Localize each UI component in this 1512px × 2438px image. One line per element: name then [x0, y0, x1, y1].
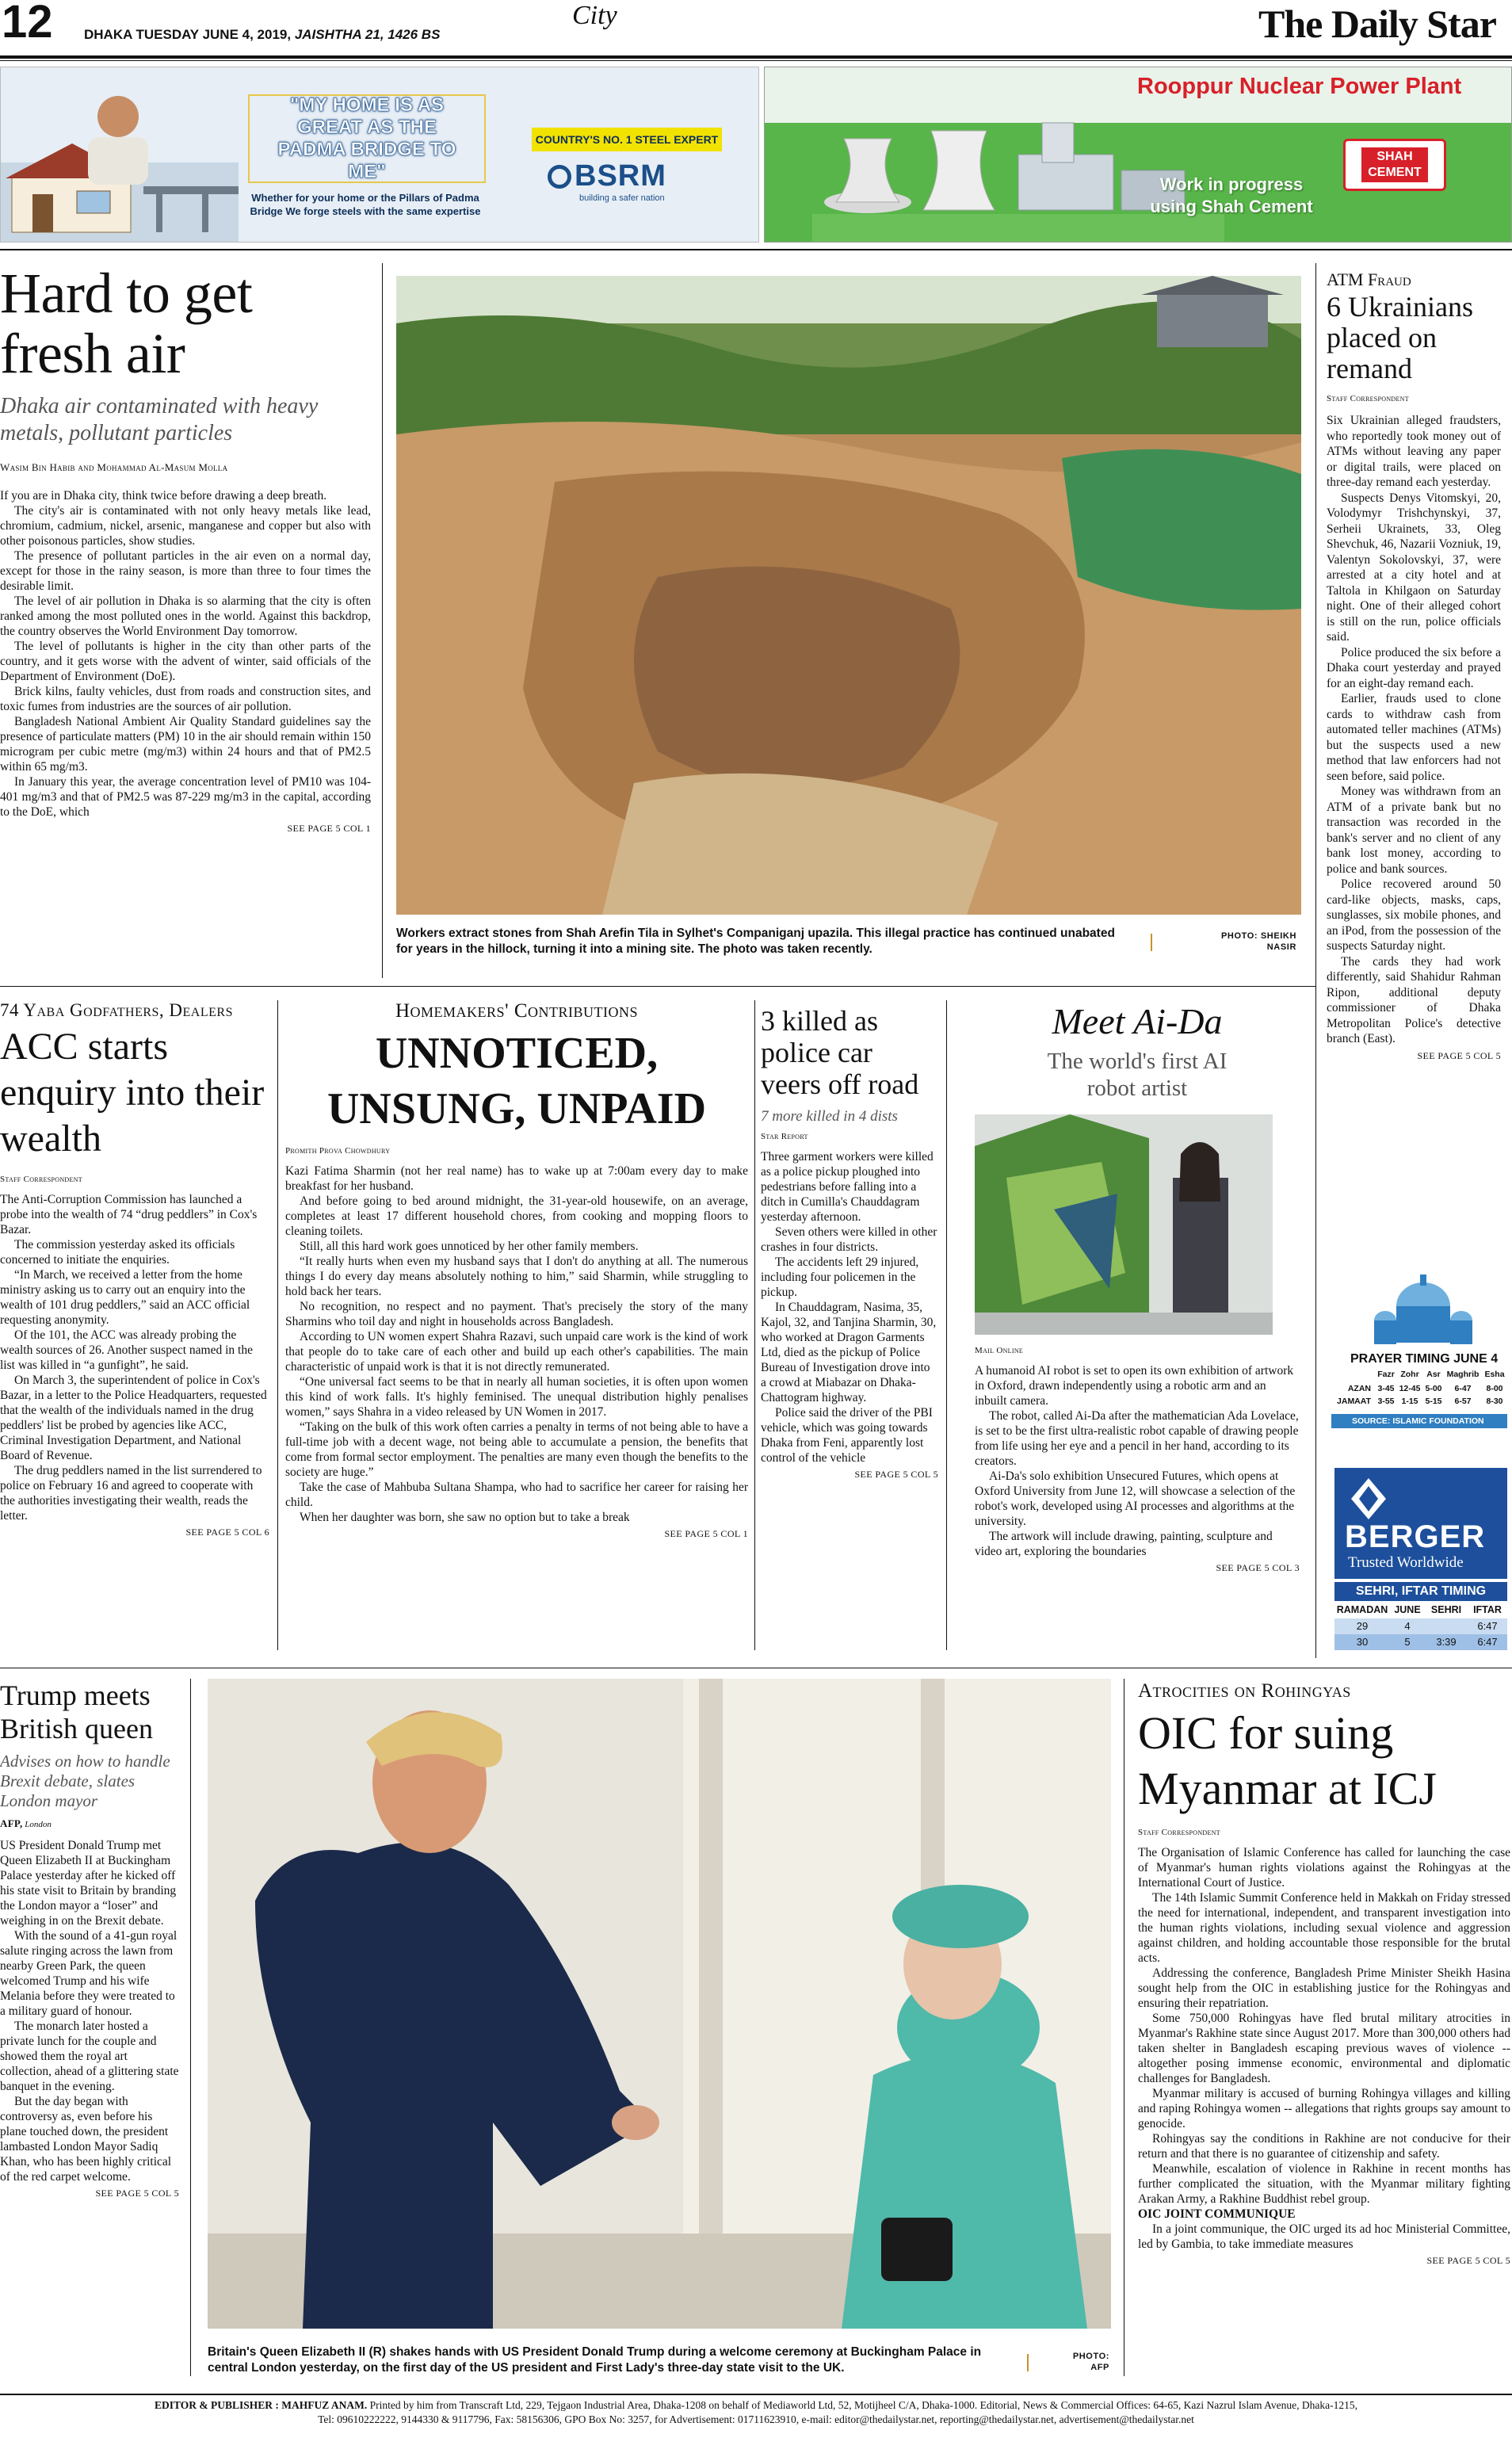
bsrm-swirl-icon	[548, 165, 571, 189]
bsrm-logo: BSRM building a safer nation	[548, 159, 714, 203]
power-plant-illustration	[812, 83, 1224, 242]
sehri-row-29: 29 4 6:47	[1334, 1618, 1507, 1634]
ad-illustration	[1, 67, 239, 243]
sehri-row-30: 30 5 3:39 6:47	[1334, 1634, 1507, 1650]
quarry-image	[396, 276, 1301, 915]
atm-body: Six Ukrainian alleged fraudsters, who reportedly took money out of ATMs without leaving any paper or digital trails, were placed on three-day remand each yesterday. Suspects Denys Vitomskyi, 20, Volodymyr Trishchynskyi, 37, Serheii Ukrainets, 33, Oleg Shevchuk, 46, Nazarii Vozniuk, 19, Valentyn Sokolovskyi, 37, were arrested at a city hotel and at Taltola in Khilgaon on Saturday night. One of their alleged cohort is still on the run, police officials said. Police produced the six before a Dhaka court yesterday and prayed for an eight-day remand each. Earlier, frauds used to clone cards to withdraw cash from automated teller machines (ATMs) but the suspects used a new method that law enforcers had not seen before, said police. Money was withdrawn from an ATM of a private bank but no transaction was recorded in the bank's server and no client of any bank lost money, according to police and bank sources. Police recovered around 50 card-like objects, masks, caps, sunglasses, six mobile phones, and an iPod, from the possession of the suspects Saturday night. The cards they had work differently, said Shahidur Rahman Ripon, additional deputy commissioner of Dhaka Metropolitan Police's detective branch (East).	[1327, 414, 1501, 1045]
sehri-header-row: RAMADAN JUNE SEHRI IFTAR	[1336, 1604, 1502, 1615]
oic-kicker: Atrocities on Rohingyas	[1138, 1680, 1351, 1702]
accident-story	[761, 1005, 938, 1481]
oic-body: The Organisation of Islamic Conference has called for launching the case of Myanmar's human rights violations against the Rohingyas at the International Court of Justice. The 14th Islamic Summit Conference held in Makkah on Friday stressed the need for international, independent, and transparent investigation into the human rights violations, including sexual violence and aggression against children, and holding accountable those responsible for the brutal acts. Addressing the conference, Bangladesh Prime Minister Sheikh Hasina sought help from the OIC in establishing justice for the Rohingyas and ensuring their repatriation. Some 750,000 Rohingyas have fled brutal military atrocities in Myanmar's Rakhine state since August 2017. More than 300,000 others had taken shelter in Bangladesh escaping previous waves of violence -- altogether posing immense economic, environmental and diplomatic challenges for Bangladesh. Myanmar military is accused of burning Rohingya villages and killing and raping Rohingya women -- allegations that rights groups say amount to genocide. Rohingyas say the conditions in Rakhine are not conducive for their return and that there is no guarantee of citizenship and safety. Meanwhile, escalation of violence in Rakhine in recent months has further complicated the situation, with the Myanmar military fighting Arakan Army, a Rakhine Buddhist rebel group. OIC JOINT COMMUNIQUE In a joint communique, the OIC urged its ad hoc Ministerial Committee, led by Gambia, to take immediate measures	[1138, 1846, 1510, 2251]
atm-byline: Staff Correspondent	[1327, 394, 1409, 403]
aida-byline: Mail Online	[975, 1346, 1024, 1355]
ad-slogan-box	[248, 94, 486, 183]
see-page-link[interactable]: SEE PAGE 5 COL 5	[854, 1469, 938, 1480]
prayer-source: SOURCE: ISLAMIC FOUNDATION	[1331, 1414, 1507, 1428]
accident-body: Three garment workers were killed as a police pickup ploughed into pedestrians before falling into a ditch in Cumilla's Chauddagram yesterday afternoon. Seven others were killed in other crashes in four districts. The accidents left 29 injured, including four policemen in the pickup. In Chauddagram, Nasima, 35, Kajol, 32, and Tanjina Sharmin, 30, who worked at Dragon Garments Ltd, died as the pickup of Police Bureau of Investigation drove into a crowd at Miabazar on Dhaka-Chattogram highway. Police said the driver of the PBI vehicle, which was going towards Dhaka from Feni, apparently lost control of the vehicle	[761, 1150, 937, 1465]
aida-photo	[975, 1114, 1273, 1335]
aida-headline[interactable]: Meet Ai-Da	[1052, 1001, 1223, 1041]
imprint-footer: EDITOR & PUBLISHER : MAHFUZ ANAM. Printed by him from Transcraft Ltd, 229, Tejgaon Industrial Area, Dhaka-1208 on behalf of Mediaworld Ltd, 52, Motijheel C/A, Dhaka-1000. Editorial, News & Commercial Offices: 64-65, Kazi Nazrul Islam Avenue, Dhaka-1215, Tel: 09610222222, 9144330 & 9117796, Fax: 58156306, GPO Box No: 3257, for Advertisement: 01711623910, e-mail: editor@thedailystar.net, reporting@thedailystar.net, advertisement@thedailystar.net	[154, 2399, 1358, 2425]
prayer-header-row: Fazr Zohr Asr Maghrib Esha	[1377, 1370, 1505, 1379]
acc-story	[0, 1000, 269, 1538]
see-page-link[interactable]: SEE PAGE 5 COL 6	[185, 1527, 269, 1538]
atm-kicker: ATM Fraud	[1327, 269, 1411, 289]
trump-body: US President Donald Trump met Queen Elizabeth II at Buckingham Palace yesterday after he kicked off his state visit to Britain by branding the London mayor a “loser” and weighing in on the Brexit debate. With the sound of a 41-gun royal salute ringing across the lawn from nearby Green Park, the queen welcomed Trump and his wife Melania before they were treated to a military guard of honour. The monarch later hosted a private lunch for the couple and showed them the royal art collection, ahead of a glittering state banquet in the evening. But the day began with controversy as, even before his plane touched down, the president lambasted London Mayor Sadiq Khan, who has been highly critical of the red carpet welcome.	[0, 1839, 179, 2184]
homemakers-byline: Promith Prova Chowdhury	[285, 1146, 391, 1156]
trump-photo-credit: PHOTO: AFP	[1072, 2352, 1109, 2372]
buckingham-palace-image	[208, 1679, 1111, 2329]
trump-story	[0, 1679, 179, 2199]
acc-body: The Anti-Corruption Commission has launched a probe into the wealth of 74 “drug peddlers” in Cox's Bazar. The commission yesterday asked its officials concerned to initiate the enquiries. “In March, we received a letter from the home ministry asking us to carry out an enquiry into the wealth of 101 drug peddlers,” said an ACC official requesting anonymity. Of the 101, the ACC was already probing the wealth sources of 26. Another suspect named in the list was killed in “a gunfight”, he said. On March 3, the superintendent of police in Cox's Bazar, in a letter to the Police Headquarters, requested that the wealth of the individuals named in the drug peddlers' list be probed by agencies like ACC, Criminal Investigation Department, and National Board of Revenue. The drug peddlers named in the list surrendered to police on February 16 and agreed to cooperate with the authorities investigating their wealth, reads the letter.	[0, 1193, 267, 1523]
see-page-link[interactable]: SEE PAGE 5 COL 5	[1417, 1049, 1501, 1061]
oic-byline: Staff Correspondent	[1138, 1828, 1220, 1837]
trump-headline[interactable]: Trump meets British queen	[0, 1679, 153, 1744]
atm-headline[interactable]: 6 Ukrainians placed on remand	[1327, 291, 1473, 384]
oic-headline[interactable]: OIC for suing Myanmar at ICJ	[1138, 1707, 1437, 1814]
dateline: DHAKA TUESDAY JUNE 4, 2019, JAISHTHA 21, 1426 BS	[84, 27, 441, 42]
shah-cement-logo: SHAH CEMENT	[1343, 139, 1446, 191]
aida-deck: The world's first AI robot artist	[1047, 1049, 1228, 1101]
main-photo-credit: PHOTO: SHEIKH NASIR	[1221, 931, 1296, 952]
trump-queen-photo	[208, 1679, 1111, 2329]
lead-deck: Dhaka air contaminated with heavy metals, pollutant particles	[0, 394, 319, 445]
prayer-title: PRAYER TIMING JUNE 4	[1350, 1352, 1499, 1366]
see-page-link[interactable]: SEE PAGE 5 COL 5	[1426, 2255, 1510, 2266]
accident-byline: Star Report	[761, 1132, 808, 1141]
sehri-iftar-box	[1334, 1582, 1507, 1658]
ad-tagline: Whether for your home or the Pillars of Padma Bridge We forge steels with the same expertise	[250, 192, 481, 217]
lead-headline[interactable]: Hard to get fresh air	[0, 262, 253, 385]
trump-photo-caption: Britain's Queen Elizabeth II (R) shakes hands with US President Donald Trump during a welcome ceremony at Buckingham Palace in central London yesterday, on the first day of the US president and First Lady's three-day state visit to the UK.	[208, 2345, 982, 2375]
lead-byline: Wasim Bin Habib and Mohammad Al-Masum Molla	[0, 461, 228, 473]
trump-byline: AFP, London	[0, 1817, 52, 1829]
stone-mining-photo	[396, 276, 1301, 915]
shah-ad-title: Rooppur Nuclear Power Plant	[1137, 74, 1462, 99]
ad-slogan: "MY HOME IS AS GREAT AS THE PADMA BRIDGE TO ME"	[277, 94, 456, 182]
berger-brand: BERGER	[1345, 1519, 1486, 1554]
mosque-icon	[1368, 1271, 1479, 1347]
berger-ad	[1334, 1468, 1507, 1579]
acc-headline[interactable]: ACC starts enquiry into their wealth	[0, 1026, 265, 1160]
oic-subhead: OIC JOINT COMMUNIQUE	[1138, 2207, 1296, 2221]
see-page-link[interactable]: SEE PAGE 5 COL 1	[287, 823, 371, 834]
see-page-link[interactable]: SEE PAGE 5 COL 3	[1216, 1562, 1300, 1573]
shah-ad-text: Work in progress using Shah Cement	[1150, 174, 1313, 216]
homemakers-kicker: Homemakers' Contributions	[395, 1000, 638, 1022]
see-page-link[interactable]: SEE PAGE 5 COL 5	[95, 2188, 179, 2199]
prayer-row-azan: AZAN 3-45 12-45 5-00 6-47 8-00	[1347, 1384, 1503, 1393]
sehri-title: SEHRI, IFTAR TIMING	[1334, 1582, 1507, 1601]
prayer-row-jamaat: JAMAAT 3-55 1-15 5-15 6-57 8-30	[1337, 1397, 1503, 1406]
section-label: City	[572, 1, 617, 30]
lead-story	[0, 263, 371, 835]
homemakers-headline[interactable]: UNNOTICED, UNSUNG, UNPAID	[326, 1029, 707, 1133]
oic-story	[1138, 1680, 1510, 2267]
bsrm-ad	[0, 67, 759, 243]
homemakers-body: Kazi Fatima Sharmin (not her real name) has to wake up at 7:00am every day to make breakfast for her husband. And before going to bed around midnight, the 31-year-old housewife, on an average, completes at least 17 different household chores, from cooking and mopping floors to cleaning toilets. Still, all this hard work goes unnoticed by her other family members. “It really hurts when even my husband says that I don't do anything at all. The numerous things I do every day means absolutely nothing to him,” said Sharmin, while struggling to hold back her tears. No recognition, no respect and no payment. That's precisely the story of the many Sharmins who toil day and night in households across Bangladesh. According to UN women expert Shahra Razavi, such unpaid care work is the kind of work that people do to take care of each other and build up each other's capabilities. The main characteristic of unpaid work is that it is not directly remunerated. “One universal fact seems to be that in nearly all human societies, it is often upon women this kind of work falls. It's highly feminised. The unequal distribution highly penalises women,” says Shahra in a video released by UN Women in 2017. “Taking on the bulk of this work often carries a penalty in terms of not being able to have a full-time job with a decent wage, not being able to accumulate a pension, the benefits that come from formal sector employment. The penalties are many even though the benefits to the society are huge.” Take the case of Mahbuba Sultana Shampa, who had to sacrifice her career for raising her child. When her daughter was born, she saw no option but to take a break	[285, 1164, 748, 1524]
berger-logo-icon	[1351, 1478, 1386, 1519]
homemakers-story	[285, 1000, 748, 1540]
accident-deck: 7 more killed in 4 dists	[761, 1108, 898, 1125]
acc-kicker: 74 Yaba Godfathers, Dealers	[0, 1000, 233, 1020]
newspaper-logo: The Daily Star	[1258, 2, 1496, 46]
masthead	[0, 0, 1512, 57]
prayer-timing-box	[1328, 1271, 1512, 1465]
aida-story	[975, 1000, 1300, 1574]
trump-deck: Advises on how to handle Brexit debate, slates London mayor	[0, 1752, 170, 1810]
berger-tagline: Trusted Worldwide	[1348, 1554, 1464, 1571]
page-number: 12	[2, 0, 53, 48]
atm-fraud-story	[1327, 269, 1501, 1062]
acc-byline: Staff Correspondent	[0, 1175, 82, 1184]
shah-cement-ad	[764, 67, 1512, 243]
accident-headline[interactable]: 3 killed as police car veers off road	[761, 1005, 919, 1100]
robot-artist-image	[975, 1114, 1273, 1335]
aida-body: A humanoid AI robot is set to open its own exhibition of artwork in Oxford, drawn independently using a robotic arm and an inbuilt camera. The robot, called Ai-Da after the mathematician Ada Lovelace, is set to be the first ultra-realistic robot capable of drawing people from life using her eye and a pencil in her hand, according to its creators. Ai-Da's solo exhibition Unsecured Futures, which opens at Oxford University from June 12, will showcase a selection of the robot's work, developed using AI processes and algorithms at the university. The artwork will include drawing, painting, sculpture and video art, exploring the boundaries	[975, 1364, 1299, 1558]
lead-body: If you are in Dhaka city, think twice before drawing a deep breath. The city's air is contaminated with not only heavy metals like lead, chromium, cadmium, nickel, arsenic, manganese and copper but also with other poisonous particles, show studies. The presence of pollutant particles in the air even on a normal day, except for those in the rainy season, is more than three to four times the desirable limit. The level of air pollution in Dhaka is so alarming that the city is often ranked among the most polluted ones in the world. Against this backdrop, the country observes the World Environment Day tomorrow. The level of pollutants is higher in the city than other parts of the country, and it gets worse with the advent of winter, said officials of the Department of Environment (DoE). Brick kilns, faulty vehicles, dust from roads and construction sites, and toxic fumes from industries are the sources of air pollution. Bangladesh National Ambient Air Quality Standard guidelines say the presence of particulate matters (PM) 10 in the air should remain within 150 microgram per cubic metre (mg/m3) within 24 hours and that of PM2.5 within 65 mg/m3. In January this year, the average concentration level of PM10 was 104-401 mg/m3 and that of PM2.5 was 87-229 mg/m3 in the capital, according to the DoE, which	[0, 489, 371, 819]
see-page-link[interactable]: SEE PAGE 5 COL 1	[664, 1528, 748, 1539]
masthead-rule	[0, 55, 1512, 59]
ad-badge: COUNTRY'S NO. 1 STEEL EXPERT	[532, 128, 722, 151]
main-photo-caption: Workers extract stones from Shah Arefin Tila in Sylhet's Companiganj upazila. This illegal practice has continued unabated for years in the hillock, turning it into a mining site. The photo was taken recently.	[396, 927, 1115, 956]
